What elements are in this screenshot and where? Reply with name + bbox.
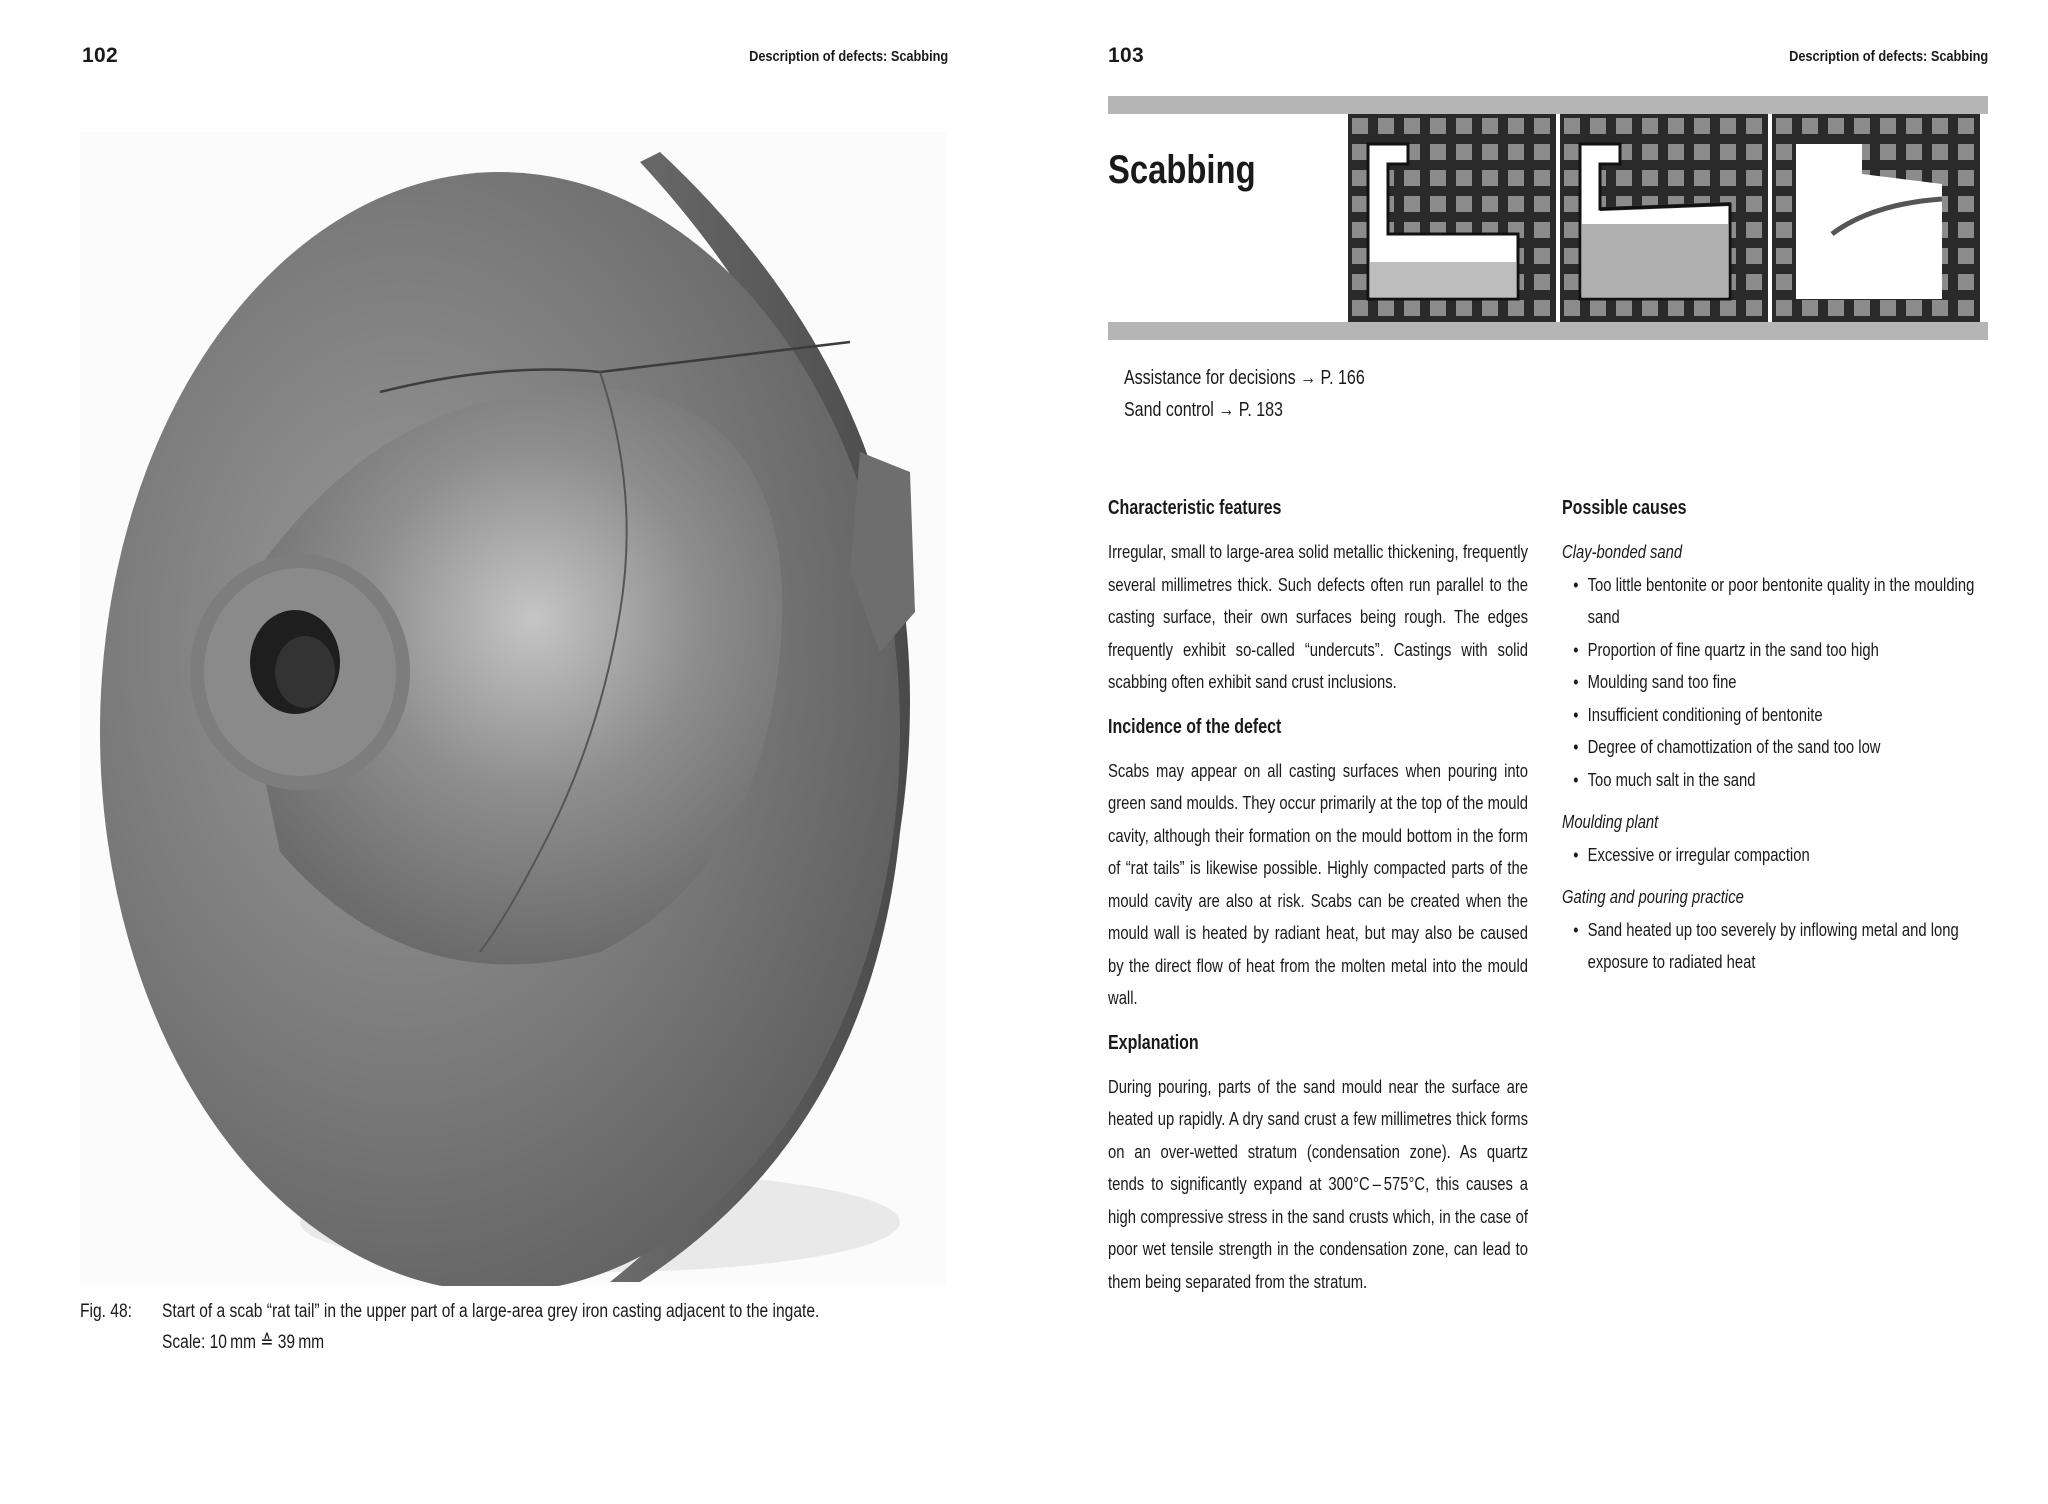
cause-list-gating-pouring — [1562, 914, 1988, 979]
ref-sand-control[interactable]: Sand control → P. 183 — [1124, 399, 1283, 421]
list-item: • Moulding sand too fine — [1562, 666, 1988, 699]
heading-incidence: Incidence of the defect — [1108, 715, 1282, 738]
cause-group-moulding-plant: Moulding plant — [1562, 811, 1659, 832]
heading-explanation: Explanation — [1108, 1031, 1199, 1054]
list-item: • Sand heated up too severely by inflowing metal and long exposure to radiated heat — [1562, 914, 1988, 979]
list-item: • Too little bentonite or poor bentonite quality in the moulding sand — [1562, 569, 1988, 634]
cause-list-moulding-plant — [1562, 839, 1988, 872]
cause-group-clay-bonded-sand: Clay-bonded sand — [1562, 541, 1683, 562]
list-item: • Insufficient conditioning of bentonite — [1562, 699, 1988, 732]
banner-bar-top — [1108, 96, 1988, 114]
scab-schematic-1 — [1348, 114, 1556, 322]
defect-title: Scabbing — [1108, 148, 1256, 192]
left-text-column — [1108, 492, 1528, 1310]
caption-line-1: Start of a scab “rat tail” in the upper part of a large-area grey iron casting adjacent to the ingate. — [162, 1301, 820, 1322]
scab-schematic-3 — [1772, 114, 1980, 322]
list-item: • Too much salt in the sand — [1562, 764, 1988, 797]
figure-label: Fig. 48: — [80, 1301, 132, 1322]
page-number-left: 102 — [82, 44, 118, 67]
cross-references — [1124, 362, 1365, 426]
grey-iron-casting-image — [80, 132, 946, 1286]
banner-bar-bottom — [1108, 322, 1988, 340]
list-item: • Degree of chamottization of the sand too low — [1562, 731, 1988, 764]
scab-schematic-2 — [1560, 114, 1768, 322]
right-text-column — [1562, 492, 1988, 989]
running-head-left: Description of defects: Scabbing — [748, 48, 948, 65]
running-head-right: Description of defects: Scabbing — [1788, 48, 1988, 65]
caption-line-2: Scale: 10 mm ≙ 39 mm — [162, 1332, 325, 1353]
list-item: • Proportion of fine quartz in the sand too high — [1562, 634, 1988, 667]
text-characteristic-features: Irregular, small to large-area solid metallic thickening, frequently several millimetres thick. Such defects often run parallel to the casting surface, their own surfaces being rough. The edges frequently exhibit so-called “undercuts”. Castings with solid scabbing often exhibit sand crust inclusions. — [1108, 541, 1528, 692]
casting-photo — [80, 132, 946, 1286]
cause-list-clay-bonded-sand — [1562, 569, 1988, 797]
text-explanation: During pouring, parts of the sand mould near the surface are heated up rapidly. A dry sand crust a few millimetres thick forms on an over-wetted stratum (condensation zone). As quartz tends to significantly expand at 300°C – 575°C, this causes a high compressive stress in the sand crusts which, in the case of poor wet tensile strength in the condensation zone, can lead to them being separated from the stratum. — [1108, 1075, 1528, 1292]
defect-banner — [1108, 96, 1988, 340]
heading-possible-causes: Possible causes — [1562, 497, 1687, 519]
right-page — [1024, 0, 2048, 1504]
text-incidence: Scabs may appear on all casting surfaces when pouring into green sand moulds. They occur primarily at the top of the mould cavity, although their formation on the mould bottom in the form of “rat tails” is likewise possible. Highly compacted parts of the mould cavity are also at risk. Scabs can be created when the mould wall is heated by radiant heat, but may also be caused by the direct flow of heat from the molten metal into the mould wall. — [1108, 759, 1528, 1008]
list-item: • Excessive or irregular compaction — [1562, 839, 1988, 872]
page-number-right: 103 — [1108, 44, 1144, 67]
heading-characteristic-features: Characteristic features — [1108, 497, 1282, 519]
cause-group-gating-pouring: Gating and pouring practice — [1562, 886, 1744, 907]
figure-caption — [80, 1296, 819, 1358]
ref-assistance-for-decisions[interactable]: Assistance for decisions → P. 166 — [1124, 367, 1365, 389]
